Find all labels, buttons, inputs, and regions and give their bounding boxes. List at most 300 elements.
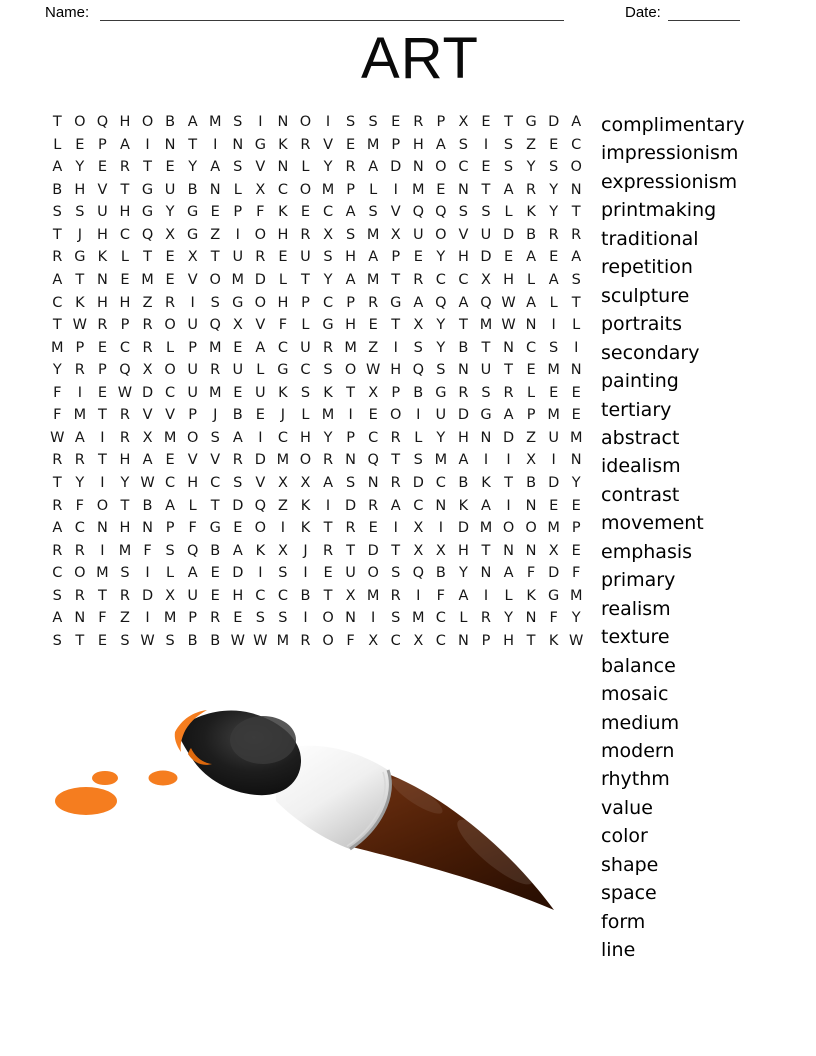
grid-letter: O [502, 520, 515, 537]
paint-drop-large [55, 787, 117, 815]
grid-letter: E [210, 204, 220, 221]
grid-letter: W [140, 632, 155, 649]
grid-letter: Q [435, 294, 447, 311]
grid-letter: A [548, 271, 559, 288]
grid-letter: N [525, 497, 537, 514]
grid-letter: I [574, 339, 579, 356]
grid-letter: W [117, 384, 133, 401]
grid-letter: W [501, 294, 516, 311]
grid-letter: P [233, 204, 243, 221]
grid-letter: I [483, 452, 489, 469]
grid-letter: L [301, 407, 310, 424]
grid-letter: W [72, 317, 88, 334]
grid-letter: T [458, 317, 468, 334]
grid-letter: K [278, 204, 288, 221]
grid-letter: P [98, 362, 107, 379]
grid-letter: B [142, 497, 153, 514]
grid-letter: A [526, 249, 537, 266]
grid-letter: C [255, 587, 266, 604]
grid-letter: I [483, 136, 489, 153]
word-item: secondary [601, 341, 700, 364]
grid-letter: G [141, 204, 154, 221]
grid-letter: T [481, 339, 491, 356]
grid-row [46, 179, 588, 202]
grid-letter: O [299, 452, 312, 469]
grid-letter: O [390, 407, 402, 424]
grid-letter: D [367, 542, 379, 559]
grid-letter: R [74, 587, 85, 604]
grid-letter: Q [209, 317, 221, 334]
grid-letter: I [280, 520, 286, 537]
grid-letter: L [549, 294, 558, 311]
grid-letter: C [277, 181, 288, 198]
grid-letter: B [187, 181, 198, 198]
grid-letter: L [278, 271, 287, 288]
word-item: portraits [601, 313, 683, 336]
grid-letter: R [52, 249, 63, 266]
grid-letter: E [75, 136, 85, 153]
grid-letter: E [391, 114, 401, 130]
grid-letter: A [255, 339, 266, 356]
grid-row [46, 630, 588, 653]
grid-letter: S [391, 565, 401, 582]
grid-letter: B [300, 587, 311, 604]
grid-letter: I [303, 565, 308, 582]
grid-letter: E [571, 407, 581, 424]
grid-letter: P [120, 317, 130, 334]
grid-letter: Y [323, 159, 333, 176]
grid-letter: E [278, 249, 288, 266]
grid-letter: U [97, 204, 108, 221]
grid-letter: D [548, 475, 560, 491]
grid-letter: P [98, 136, 107, 153]
grid-letter: N [525, 317, 537, 334]
grid-letter: G [322, 317, 334, 334]
grid-row [46, 156, 588, 179]
grid-letter: R [210, 362, 221, 379]
grid-letter: E [549, 136, 559, 153]
grid-letter: D [232, 497, 244, 514]
grid-letter: G [232, 294, 244, 311]
grid-letter: O [525, 520, 537, 537]
grid-letter: S [413, 339, 423, 356]
grid-letter: X [413, 317, 424, 334]
word-item: medium [601, 711, 680, 734]
grid-letter: R [458, 384, 469, 401]
grid-letter: I [551, 317, 556, 334]
grid-letter: Q [141, 226, 154, 243]
word-item: abstract [601, 426, 680, 449]
grid-letter: T [75, 632, 85, 649]
grid-letter: L [301, 317, 310, 334]
word-item: form [601, 910, 646, 933]
grid-letter: R [300, 136, 311, 153]
grid-letter: T [52, 226, 62, 243]
grid-letter: F [572, 565, 581, 582]
grid-letter: J [213, 407, 218, 424]
grid-letter: I [325, 497, 331, 514]
grid-letter: E [368, 317, 378, 334]
grid-letter: B [458, 475, 469, 491]
grid-letter: S [549, 339, 559, 356]
word-list [601, 111, 801, 965]
grid-letter: Y [436, 429, 446, 446]
word-item: sculpture [601, 284, 690, 307]
grid-letter: I [393, 339, 398, 356]
grid-letter: X [142, 362, 153, 379]
grid-letter: Y [165, 204, 175, 221]
grid-letter: C [165, 475, 176, 491]
grid-letter: A [368, 159, 379, 176]
brush-head-highlight [230, 716, 296, 764]
grid-letter: A [187, 565, 198, 582]
word-item: expressionism [601, 170, 738, 193]
grid-letter: R [413, 114, 424, 130]
word-item: modern [601, 739, 675, 762]
grid-letter: O [74, 114, 86, 130]
grid-letter: I [506, 452, 511, 469]
grid-letter: L [414, 429, 423, 446]
grid-letter: K [526, 204, 536, 221]
word-item: tertiary [601, 398, 672, 421]
grid-letter: H [96, 294, 108, 311]
grid-letter: I [145, 136, 150, 153]
grid-letter: P [165, 520, 175, 537]
grid-letter: B [526, 226, 537, 243]
grid-letter: A [232, 542, 243, 559]
grid-letter: H [390, 362, 402, 379]
grid-letter: E [233, 520, 243, 537]
grid-row [46, 404, 588, 427]
grid-letter: U [300, 249, 311, 266]
grid-letter: E [210, 565, 220, 582]
grid-letter: S [458, 204, 469, 221]
grid-letter: X [413, 542, 424, 559]
grid-letter: S [503, 136, 514, 153]
word-item: realism [601, 597, 671, 620]
grid-letter: Z [120, 610, 130, 627]
grid-letter: I [258, 114, 263, 130]
grid-letter: V [255, 159, 266, 176]
grid-letter: Y [549, 204, 559, 221]
grid-letter: X [548, 542, 559, 559]
grid-letter: O [74, 565, 86, 582]
grid-letter: T [571, 204, 581, 221]
grid-letter: C [74, 520, 85, 537]
grid-letter: I [551, 452, 556, 469]
grid-letter: V [187, 452, 198, 469]
grid-letter: K [323, 384, 333, 401]
grid-letter: T [143, 249, 152, 266]
grid-letter: P [301, 294, 310, 311]
grid-letter: X [323, 226, 333, 243]
grid-letter: L [188, 497, 197, 514]
grid-letter: N [412, 159, 424, 176]
word-item: emphasis [601, 540, 693, 563]
grid-letter: A [458, 587, 469, 604]
grid-letter: L [504, 587, 513, 604]
grid-letter: G [254, 136, 266, 153]
grid-letter: T [143, 159, 152, 176]
grid-letter: O [570, 159, 582, 176]
grid-letter: V [210, 452, 221, 469]
grid-letter: U [187, 384, 198, 401]
grid-letter: R [142, 317, 153, 334]
grid-letter: T [346, 384, 356, 401]
grid-letter: C [300, 362, 311, 379]
grid-letter: T [210, 497, 220, 514]
word-item: color [601, 825, 648, 848]
grid-letter: P [526, 407, 536, 424]
grid-letter: A [571, 114, 582, 130]
grid-letter: K [526, 587, 536, 604]
word-item: balance [601, 654, 676, 677]
grid-letter: L [504, 204, 513, 221]
grid-letter: D [232, 565, 244, 582]
grid-letter: A [52, 159, 63, 176]
word-item: shape [601, 853, 659, 876]
grid-letter: D [457, 520, 469, 537]
grid-letter: R [548, 226, 559, 243]
grid-letter: R [255, 249, 266, 266]
grid-letter: M [412, 181, 425, 198]
grid-letter: C [435, 632, 446, 649]
grid-letter: L [256, 362, 265, 379]
grid-letter: K [300, 520, 311, 537]
grid-letter: A [232, 429, 243, 446]
grid-letter: A [120, 136, 130, 153]
grid-letter: V [142, 407, 153, 424]
grid-letter: Y [120, 475, 130, 491]
grid-letter: E [549, 384, 559, 401]
grid-letter: C [277, 339, 288, 356]
word-item: idealism [601, 455, 681, 478]
grid-letter: X [458, 114, 469, 130]
grid-letter: E [97, 632, 107, 649]
grid-letter: E [97, 159, 107, 176]
grid-letter: N [457, 181, 469, 198]
grid-letter: U [187, 587, 198, 604]
grid-letter: M [366, 587, 380, 604]
grid-letter: U [164, 181, 176, 198]
grid-letter: M [569, 587, 583, 604]
grid-letter: M [73, 407, 87, 424]
grid-letter: R [165, 294, 176, 311]
grid-letter: L [53, 136, 62, 153]
grid-letter: V [187, 271, 198, 288]
grid-letter: Y [52, 362, 62, 379]
grid-letter: M [434, 452, 448, 469]
grid-letter: M [366, 271, 380, 288]
grid-letter: R [119, 587, 130, 604]
grid-letter: X [481, 271, 491, 288]
grid-letter: R [300, 226, 311, 243]
grid-letter: Y [436, 249, 446, 266]
grid-letter: E [413, 249, 423, 266]
grid-letter: F [549, 610, 558, 627]
grid-letter: T [210, 249, 220, 266]
grid-letter: E [368, 520, 378, 537]
name-blank-line[interactable] [100, 2, 564, 21]
grid-letter: S [278, 565, 288, 582]
grid-letter: Y [188, 159, 198, 176]
grid-letter: R [232, 452, 243, 469]
grid-letter: I [416, 407, 421, 424]
grid-letter: E [255, 407, 265, 424]
grid-letter: N [570, 181, 582, 198]
grid-letter: F [278, 317, 288, 334]
grid-letter: T [391, 317, 401, 334]
grid-letter: T [75, 271, 85, 288]
grid-letter: C [322, 294, 334, 311]
grid-letter: B [526, 475, 537, 491]
grid-letter: I [303, 610, 308, 627]
grid-letter: E [120, 271, 130, 288]
grid-letter: T [391, 452, 401, 469]
grid-letter: S [52, 632, 62, 649]
grid-letter: E [300, 204, 311, 221]
grid-row [46, 269, 588, 292]
grid-letter: M [366, 226, 380, 243]
grid-letter: E [97, 339, 107, 356]
grid-letter: E [233, 384, 243, 401]
grid-letter: M [163, 429, 177, 446]
grid-letter: R [74, 542, 85, 559]
grid-row [46, 314, 588, 337]
grid-letter: H [503, 271, 514, 288]
grid-letter: N [74, 610, 86, 627]
grid-letter: C [165, 384, 176, 401]
grid-letter: K [278, 136, 288, 153]
grid-letter: P [188, 339, 198, 356]
grid-letter: P [75, 339, 85, 356]
grid-letter: C [526, 339, 537, 356]
grid-letter: A [526, 294, 537, 311]
grid-letter: I [190, 294, 195, 311]
grid-letter: M [118, 542, 132, 559]
grid-letter: P [436, 114, 446, 130]
grid-letter: N [367, 475, 379, 491]
grid-letter: K [300, 497, 311, 514]
paint-drop-small [92, 771, 118, 785]
grid-letter: N [525, 610, 537, 627]
grid-letter: S [368, 114, 378, 130]
grid-letter: R [119, 159, 130, 176]
grid-letter: I [100, 542, 105, 559]
grid-letter: R [345, 520, 356, 537]
grid-letter: X [413, 632, 424, 649]
grid-letter: K [548, 632, 559, 649]
grid-letter: G [141, 181, 154, 198]
grid-letter: H [119, 452, 131, 469]
grid-letter: C [277, 587, 288, 604]
grid-letter: C [435, 271, 446, 288]
grid-letter: D [141, 587, 154, 604]
grid-letter: C [322, 204, 334, 221]
grid-letter: U [232, 249, 244, 266]
grid-letter: E [571, 497, 581, 514]
grid-letter: I [145, 565, 150, 582]
grid-letter: E [549, 249, 559, 266]
grid-letter: L [301, 159, 310, 176]
grid-letter: S [165, 542, 175, 559]
grid-letter: O [435, 159, 447, 176]
grid-letter: E [165, 452, 175, 469]
grid-letter: Y [436, 317, 446, 334]
grid-letter: O [367, 565, 379, 582]
grid-letter: R [368, 497, 379, 514]
grid-letter: S [52, 587, 62, 604]
grid-row [46, 201, 588, 224]
grid-letter: M [412, 610, 425, 627]
grid-letter: C [458, 159, 469, 176]
grid-letter: R [322, 542, 334, 559]
grid-letter: I [416, 587, 421, 604]
grid-letter: A [52, 271, 63, 288]
grid-letter: M [344, 339, 357, 356]
grid-letter: R [368, 294, 379, 311]
grid-letter: B [187, 632, 198, 649]
grid-letter: I [483, 587, 489, 604]
grid-letter: S [481, 384, 491, 401]
grid-letter: D [254, 452, 266, 469]
grid-letter: E [571, 384, 581, 401]
grid-letter: Q [254, 497, 267, 514]
grid-letter: I [258, 565, 263, 582]
date-blank-line[interactable] [668, 2, 740, 21]
grid-letter: V [323, 136, 333, 153]
grid-letter: U [300, 339, 311, 356]
grid-letter: I [77, 384, 82, 401]
grid-letter: V [97, 181, 108, 198]
grid-letter: S [233, 475, 243, 491]
grid-letter: A [503, 565, 514, 582]
word-item: line [601, 939, 636, 962]
grid-letter: N [277, 159, 289, 176]
grid-letter: L [233, 181, 242, 198]
grid-letter: G [480, 407, 492, 424]
grid-letter: T [391, 271, 401, 288]
grid-letter: Y [504, 610, 513, 627]
grid-letter: S [210, 429, 220, 446]
grid-letter: A [345, 204, 356, 221]
grid-letter: H [232, 587, 244, 604]
grid-letter: K [458, 497, 469, 514]
grid-letter: E [481, 114, 491, 130]
grid-letter: R [142, 339, 153, 356]
grid-letter: N [503, 339, 514, 356]
grid-letter: M [547, 362, 560, 379]
grid-letter: E [165, 159, 175, 176]
grid-letter: V [458, 226, 469, 243]
grid-letter: A [390, 497, 401, 514]
grid-letter: A [165, 497, 176, 514]
grid-letter: Z [142, 294, 153, 311]
grid-letter: T [52, 114, 62, 130]
grid-letter: D [480, 249, 492, 266]
paint-drop-medium [149, 771, 178, 786]
grid-letter: X [277, 542, 288, 559]
grid-letter: E [436, 181, 446, 198]
grid-letter: Q [367, 452, 379, 469]
grid-letter: R [390, 475, 401, 491]
grid-letter: M [208, 384, 222, 401]
grid-letter: G [525, 114, 537, 130]
grid-letter: U [255, 384, 266, 401]
grid-letter: S [503, 159, 514, 176]
grid-letter: L [459, 610, 468, 627]
grid-letter: H [277, 294, 289, 311]
